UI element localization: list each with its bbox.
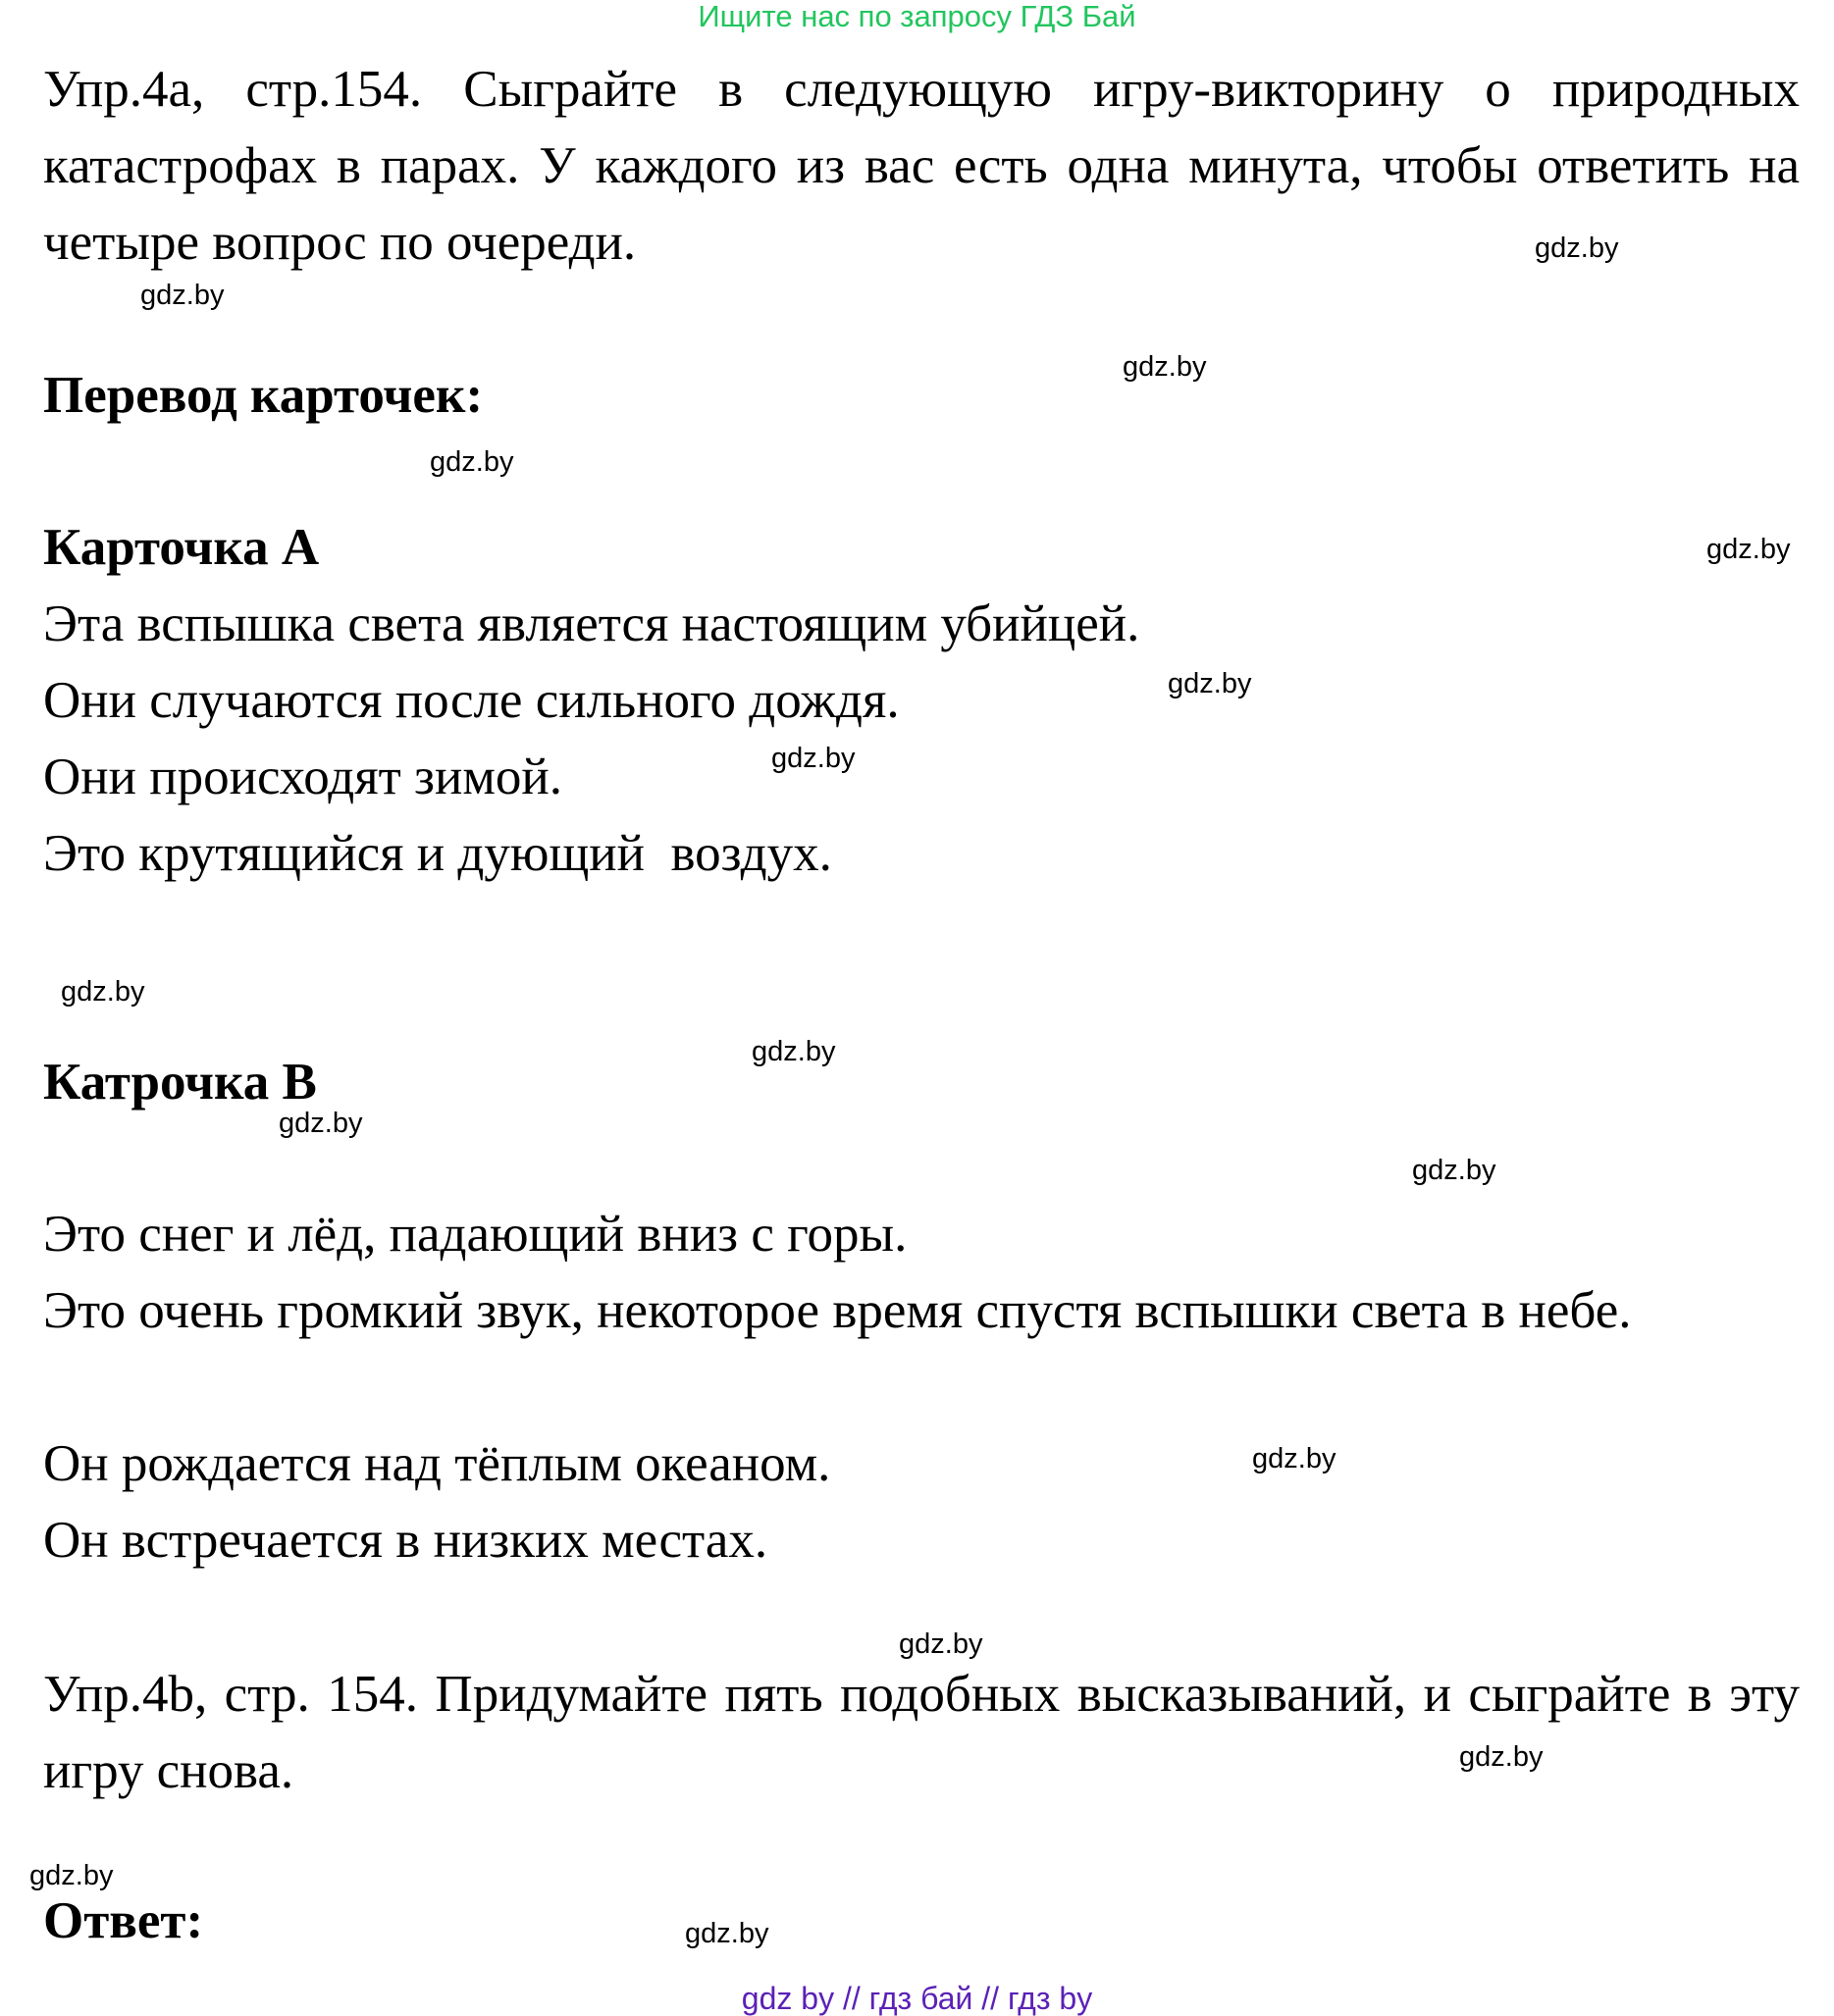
watermark: gdz.by bbox=[1535, 233, 1619, 264]
card-b-line-3: Он рождается над тёплым океаном. bbox=[43, 1435, 831, 1492]
card-a-line-3: Они происходят зимой. bbox=[43, 749, 562, 805]
card-b-line-4: Он встречается в низких местах. bbox=[43, 1512, 768, 1569]
watermark: gdz.by bbox=[279, 1108, 363, 1139]
footer-links: gdz by // гдз бай // гдз by bbox=[741, 1981, 1093, 2016]
watermark: gdz.by bbox=[1459, 1741, 1544, 1773]
watermark: gdz.by bbox=[1123, 351, 1207, 383]
watermark: gdz.by bbox=[752, 1036, 836, 1067]
card-b-line-1: Это снег и лёд, падающий вниз с горы. bbox=[43, 1206, 908, 1263]
card-b-title: Катрочка В bbox=[43, 1054, 317, 1111]
card-a-title: Карточка А bbox=[43, 519, 320, 576]
watermark: gdz.by bbox=[685, 1918, 769, 1949]
card-b-line-2: Это очень громкий звук, некоторое время спустя вспышки света в небе. bbox=[43, 1282, 1632, 1339]
card-a-line-2: Они случаются после сильного дождя. bbox=[43, 672, 900, 729]
card-a-line-1: Эта вспышка света является настоящим убийцей. bbox=[43, 595, 1140, 652]
watermark: gdz.by bbox=[61, 976, 145, 1008]
exercise-4a-text: Упр.4a, стр.154. Сыграйте в следующую игру-викторину о природных катастрофах в парах. У каждого из вас есть одна минута, чтобы ответить на четыре вопрос по очереди. bbox=[43, 61, 1800, 271]
watermark: gdz.by bbox=[140, 280, 225, 311]
watermark: gdz.by bbox=[1252, 1443, 1336, 1474]
watermark: gdz.by bbox=[430, 446, 514, 478]
watermark: gdz.by bbox=[1168, 668, 1252, 699]
watermark: gdz.by bbox=[1412, 1155, 1496, 1186]
exercise-4b-text: Упр.4b, стр. 154. Придумайте пять подобных высказываний, и сыграйте в эту игру снова. bbox=[43, 1666, 1800, 1799]
watermark: gdz.by bbox=[29, 1860, 114, 1891]
watermark: gdz.by bbox=[899, 1628, 983, 1660]
watermark: gdz.by bbox=[1706, 534, 1791, 565]
top-banner: Ищите нас по запросу ГДЗ Бай bbox=[698, 0, 1136, 33]
watermark: gdz.by bbox=[771, 743, 856, 774]
cards-heading: Перевод карточек: bbox=[43, 367, 484, 424]
answer-heading: Ответ: bbox=[43, 1892, 204, 1949]
card-a-line-4: Это крутящийся и дующий воздух. bbox=[43, 825, 832, 882]
